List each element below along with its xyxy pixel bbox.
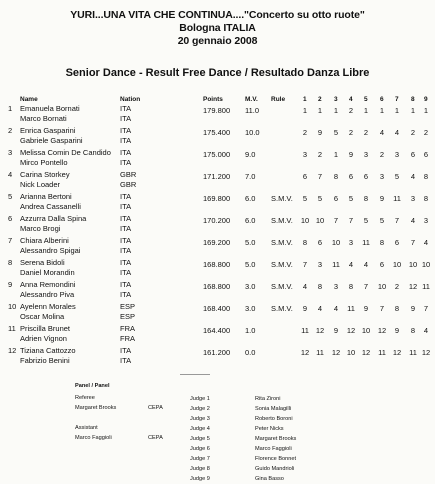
table-row [0,324,435,346]
judge-2-placement: 1 [317,106,323,115]
points-cell: 169.200 [203,238,231,247]
judge-7-placement: 1 [394,106,400,115]
judge-4-placement: 8 [348,282,354,291]
points-cell: 171.200 [203,172,231,181]
panel-judge-label: Judge 9 [190,476,210,482]
judge-6-placement: 5 [379,216,385,225]
rule-cell: S.M.V. [271,260,293,269]
table-row [0,302,435,324]
judge-4-placement: 3 [348,238,354,247]
judge-3-placement: 11 [332,260,340,269]
col-header-judge-5: 5 [364,96,368,103]
judge-8-placement: 12 [408,282,418,291]
judge-4-placement: 2 [348,106,354,115]
rule-cell: S.M.V. [271,194,293,203]
event-date: 20 gennaio 2008 [177,35,258,47]
panel-judge-name: Peter Nicks [255,426,284,432]
judge-6-placement: 10 [377,282,387,291]
judge-7-placement: 4 [394,128,400,137]
judge-5-placement: 3 [363,150,369,159]
judge-9-placement: 3 [423,216,429,225]
panel-judge-name: Guido Mandrioli [255,466,295,472]
rank-cell: 2 [8,126,13,135]
panel-judge-label: Judge 1 [190,396,210,402]
judge-4-placement: 6 [348,172,354,181]
judge-5-placement: 1 [363,106,369,115]
panel-judge-name: Margaret Brooks [255,436,297,442]
judge-6-placement: 7 [379,304,385,313]
skater-2-name: Marco Bornati [20,114,67,123]
judge-5-placement: 2 [363,128,369,137]
judge-2-placement: 6 [317,238,323,247]
judge-3-placement: 1 [333,106,339,115]
judge-8-placement: 1 [410,106,416,115]
judge-2-placement: 10 [315,216,325,225]
mv-cell: 11.0 [245,106,260,115]
judge-8-placement: 8 [410,326,416,335]
judge-8-placement: 6 [410,150,416,159]
assistant-name: Marco Faggioli [75,435,112,441]
judge-9-placement: 1 [423,106,429,115]
col-header-judge-4: 4 [349,96,353,103]
judge-4-placement: 4 [348,260,354,269]
points-cell: 175.000 [203,150,231,159]
col-header-judge-9: 9 [424,96,428,103]
nation-2: ITA [120,356,132,365]
judge-1-placement: 3 [302,150,308,159]
rank-cell: 1 [8,104,13,113]
judge-1-placement: 8 [302,238,308,247]
skater-1-name: Tiziana Cattozzo [20,346,76,355]
table-row [0,258,435,280]
judge-1-placement: 2 [302,128,308,137]
skater-2-name: Nick Loader [20,180,61,189]
skater-1-name: Melissa Comin De Candido [20,148,111,157]
judge-3-placement: 12 [331,348,341,357]
judge-8-placement: 4 [410,172,416,181]
skater-2-name: Adrien Vignon [20,334,67,343]
judge-1-placement: 7 [302,260,308,269]
judge-3-placement: 5 [333,128,339,137]
judge-1-placement: 6 [302,172,308,181]
mv-cell: 9.0 [245,150,256,159]
mv-cell: 6.0 [245,216,256,225]
judge-6-placement: 12 [377,326,387,335]
nation-1: ESP [120,302,136,311]
judge-3-placement: 7 [333,216,339,225]
panel-title: Panel / Panel [75,383,110,389]
judge-2-placement: 11 [316,348,324,357]
judge-9-placement: 10 [421,260,431,269]
assistant-org: CEPA [148,435,163,441]
judge-7-placement: 2 [394,282,400,291]
judge-8-placement: 7 [410,238,416,247]
nation-2: ITA [120,246,132,255]
nation-2: ITA [120,290,132,299]
judge-5-placement: 8 [363,194,369,203]
col-header-name: Name [20,96,38,103]
judge-3-placement: 4 [333,304,339,313]
judge-1-placement: 10 [300,216,310,225]
judge-2-placement: 7 [317,172,323,181]
table-row [0,126,435,148]
rank-cell: 9 [8,280,13,289]
col-header-nation: Nation [120,96,141,103]
skater-2-name: Alessandro Piva [20,290,75,299]
panel-judge-label: Judge 3 [190,416,210,422]
judge-9-placement: 7 [423,304,429,313]
rank-cell: 7 [8,236,13,245]
points-cell: 179.800 [203,106,231,115]
rank-cell: 11 [8,324,16,333]
panel-judge-name: Rita Zironi [255,396,281,402]
skater-2-name: Gabriele Gasparini [20,136,83,145]
panel-judge-name: Sonia Malagilli [255,406,292,412]
rank-cell: 12 [8,346,17,355]
judge-9-placement: 8 [423,172,429,181]
mv-cell: 3.0 [245,304,256,313]
judge-9-placement: 12 [421,348,431,357]
judge-3-placement: 1 [333,150,339,159]
table-row [0,104,435,126]
judge-2-placement: 5 [317,194,323,203]
nation-1: ITA [120,214,132,223]
panel-judge-name: Roberto Boroni [255,416,293,422]
table-row [0,214,435,236]
judge-5-placement: 6 [363,172,369,181]
judge-2-placement: 3 [317,260,323,269]
col-header-judge-2: 2 [318,96,322,103]
judge-8-placement: 9 [410,304,416,313]
nation-2: ITA [120,268,132,277]
judge-7-placement: 5 [394,172,400,181]
judge-6-placement: 8 [379,238,385,247]
skater-2-name: Oscar Molina [20,312,65,321]
panel-judge-name: Gina Basso [255,476,284,482]
skater-2-name: Mirco Pontello [20,158,68,167]
rank-cell: 4 [8,170,13,179]
mv-cell: 10.0 [245,128,260,137]
judge-8-placement: 4 [410,216,416,225]
referee-org: CEPA [148,405,163,411]
points-cell: 164.400 [203,326,231,335]
nation-2: ITA [120,224,132,233]
nation-2: ESP [120,312,136,321]
panel-judge-label: Judge 8 [190,466,210,472]
nation-1: ITA [120,280,132,289]
judge-5-placement: 5 [363,216,369,225]
table-row [0,236,435,258]
judge-2-placement: 8 [317,282,323,291]
judge-4-placement: 5 [348,194,354,203]
judge-6-placement: 11 [378,348,386,357]
judge-5-placement: 4 [363,260,369,269]
skater-1-name: Ayelenn Morales [20,302,76,311]
col-header-judge-1: 1 [303,96,307,103]
judge-9-placement: 8 [423,194,429,203]
table-row [0,148,435,170]
judge-5-placement: 9 [363,304,369,313]
skater-2-name: Daniel Morandin [20,268,75,277]
skater-1-name: Carina Storkey [20,170,70,179]
judge-7-placement: 9 [394,326,400,335]
judge-5-placement: 7 [363,282,369,291]
panel-judge-label: Judge 5 [190,436,210,442]
judge-6-placement: 3 [379,172,385,181]
event-location: Bologna ITALIA [179,22,256,34]
points-cell: 168.800 [203,260,231,269]
skater-1-name: Arianna Bertoni [20,192,72,201]
judge-3-placement: 9 [333,326,339,335]
nation-1: ITA [120,192,132,201]
judge-8-placement: 3 [410,194,416,203]
referee-name: Margaret Brooks [75,405,117,411]
judge-6-placement: 9 [379,194,385,203]
rule-cell: S.M.V. [271,238,293,247]
judge-8-placement: 11 [409,348,417,357]
assistant-label: Assistant [75,425,98,431]
mv-cell: 3.0 [245,282,256,291]
judge-4-placement: 9 [348,150,354,159]
panel-judge-label: Judge 4 [190,426,210,432]
col-header-judge-6: 6 [380,96,384,103]
nation-1: GBR [120,170,137,179]
judge-1-placement: 9 [302,304,308,313]
rank-cell: 8 [8,258,13,267]
judge-1-placement: 4 [302,282,308,291]
judge-7-placement: 12 [392,348,402,357]
nation-1: ITA [120,346,132,355]
judge-8-placement: 10 [408,260,418,269]
judge-4-placement: 2 [348,128,354,137]
nation-1: ITA [120,104,132,113]
judge-5-placement: 11 [362,238,370,247]
nation-1: FRA [120,324,135,333]
judge-8-placement: 2 [410,128,416,137]
nation-2: ITA [120,202,132,211]
judge-7-placement: 11 [393,194,401,203]
panel-judge-label: Judge 2 [190,406,210,412]
judge-9-placement: 4 [423,238,429,247]
rank-cell: 5 [8,192,13,201]
judge-1-placement: 1 [302,106,308,115]
judge-2-placement: 2 [317,150,323,159]
table-row [0,346,435,368]
judge-6-placement: 2 [379,150,385,159]
panel-judge-label: Judge 6 [190,446,210,452]
event-title: YURI...UNA VITA CHE CONTINUA...."Concerto su otto ruote" [70,9,365,21]
points-cell: 169.800 [203,194,231,203]
col-header-points: Points [203,96,223,103]
col-header-judge-8: 8 [411,96,415,103]
skater-1-name: Azzurra Dalla Spina [20,214,87,223]
judge-5-placement: 10 [361,326,371,335]
points-cell: 161.200 [203,348,231,357]
judge-7-placement: 8 [394,304,400,313]
judge-2-placement: 9 [317,128,323,137]
judge-9-placement: 4 [423,326,429,335]
rule-cell: S.M.V. [271,216,293,225]
col-header-mv: M.V. [245,96,258,103]
nation-2: ITA [120,158,132,167]
rule-cell: S.M.V. [271,304,293,313]
nation-2: ITA [120,136,132,145]
judge-1-placement: 12 [300,348,310,357]
skater-1-name: Serena Bidoli [20,258,65,267]
judge-6-placement: 1 [379,106,385,115]
mv-cell: 6.0 [245,194,256,203]
nation-1: ITA [120,236,132,245]
points-cell: 168.400 [203,304,231,313]
judge-7-placement: 7 [394,216,400,225]
mv-cell: 5.0 [245,260,256,269]
rank-cell: 10 [8,302,17,311]
judge-7-placement: 10 [392,260,402,269]
nation-1: ITA [120,126,132,135]
rank-cell: 6 [8,214,13,223]
skater-2-name: Fabrizio Benini [20,356,70,365]
judge-9-placement: 6 [423,150,429,159]
judge-9-placement: 2 [423,128,429,137]
results-subtitle: Senior Dance - Result Free Dance / Resultado Danza Libre [65,67,370,79]
skater-2-name: Marco Brogi [20,224,61,233]
judge-5-placement: 12 [361,348,371,357]
nation-1: ITA [120,148,132,157]
judge-6-placement: 4 [379,128,385,137]
mv-cell: 1.0 [245,326,256,335]
panel-divider [180,374,210,375]
judge-2-placement: 12 [315,326,325,335]
referee-label: Referee [75,395,95,401]
skater-1-name: Anna Remondini [20,280,76,289]
judge-4-placement: 12 [346,326,356,335]
points-cell: 175.400 [203,128,231,137]
skater-2-name: Andrea Cassanelli [20,202,81,211]
skater-1-name: Enrica Gasparini [20,126,76,135]
nation-2: GBR [120,180,137,189]
judge-3-placement: 8 [333,172,339,181]
nation-2: ITA [120,114,132,123]
judge-7-placement: 3 [394,150,400,159]
points-cell: 168.800 [203,282,231,291]
table-row [0,192,435,214]
skater-1-name: Priscilla Brunet [20,324,71,333]
table-row [0,170,435,192]
skater-1-name: Chiara Alberini [20,236,69,245]
skater-2-name: Alessandro Spigai [20,246,81,255]
rule-cell: S.M.V. [271,282,293,291]
judge-4-placement: 10 [346,348,356,357]
col-header-judge-7: 7 [395,96,399,103]
judge-2-placement: 4 [317,304,323,313]
judge-3-placement: 10 [331,238,341,247]
judge-3-placement: 6 [333,194,339,203]
panel-judge-name: Florence Bonnet [255,456,297,462]
judge-3-placement: 3 [333,282,339,291]
judge-9-placement: 11 [422,282,430,291]
panel-judge-label: Judge 7 [190,456,210,462]
judge-6-placement: 6 [379,260,385,269]
judge-4-placement: 7 [348,216,354,225]
judge-4-placement: 11 [347,304,355,313]
panel-judge-name: Marco Faggioli [255,446,292,452]
col-header-judge-3: 3 [334,96,338,103]
rank-cell: 3 [8,148,13,157]
mv-cell: 0.0 [245,348,256,357]
col-header-rule: Rule [271,96,286,103]
judge-1-placement: 11 [301,326,309,335]
judge-1-placement: 5 [302,194,308,203]
mv-cell: 5.0 [245,238,256,247]
mv-cell: 7.0 [245,172,256,181]
nation-2: FRA [120,334,135,343]
judge-7-placement: 6 [394,238,400,247]
points-cell: 170.200 [203,216,231,225]
table-row [0,280,435,302]
skater-1-name: Emanuela Bornati [20,104,80,113]
nation-1: ITA [120,258,132,267]
